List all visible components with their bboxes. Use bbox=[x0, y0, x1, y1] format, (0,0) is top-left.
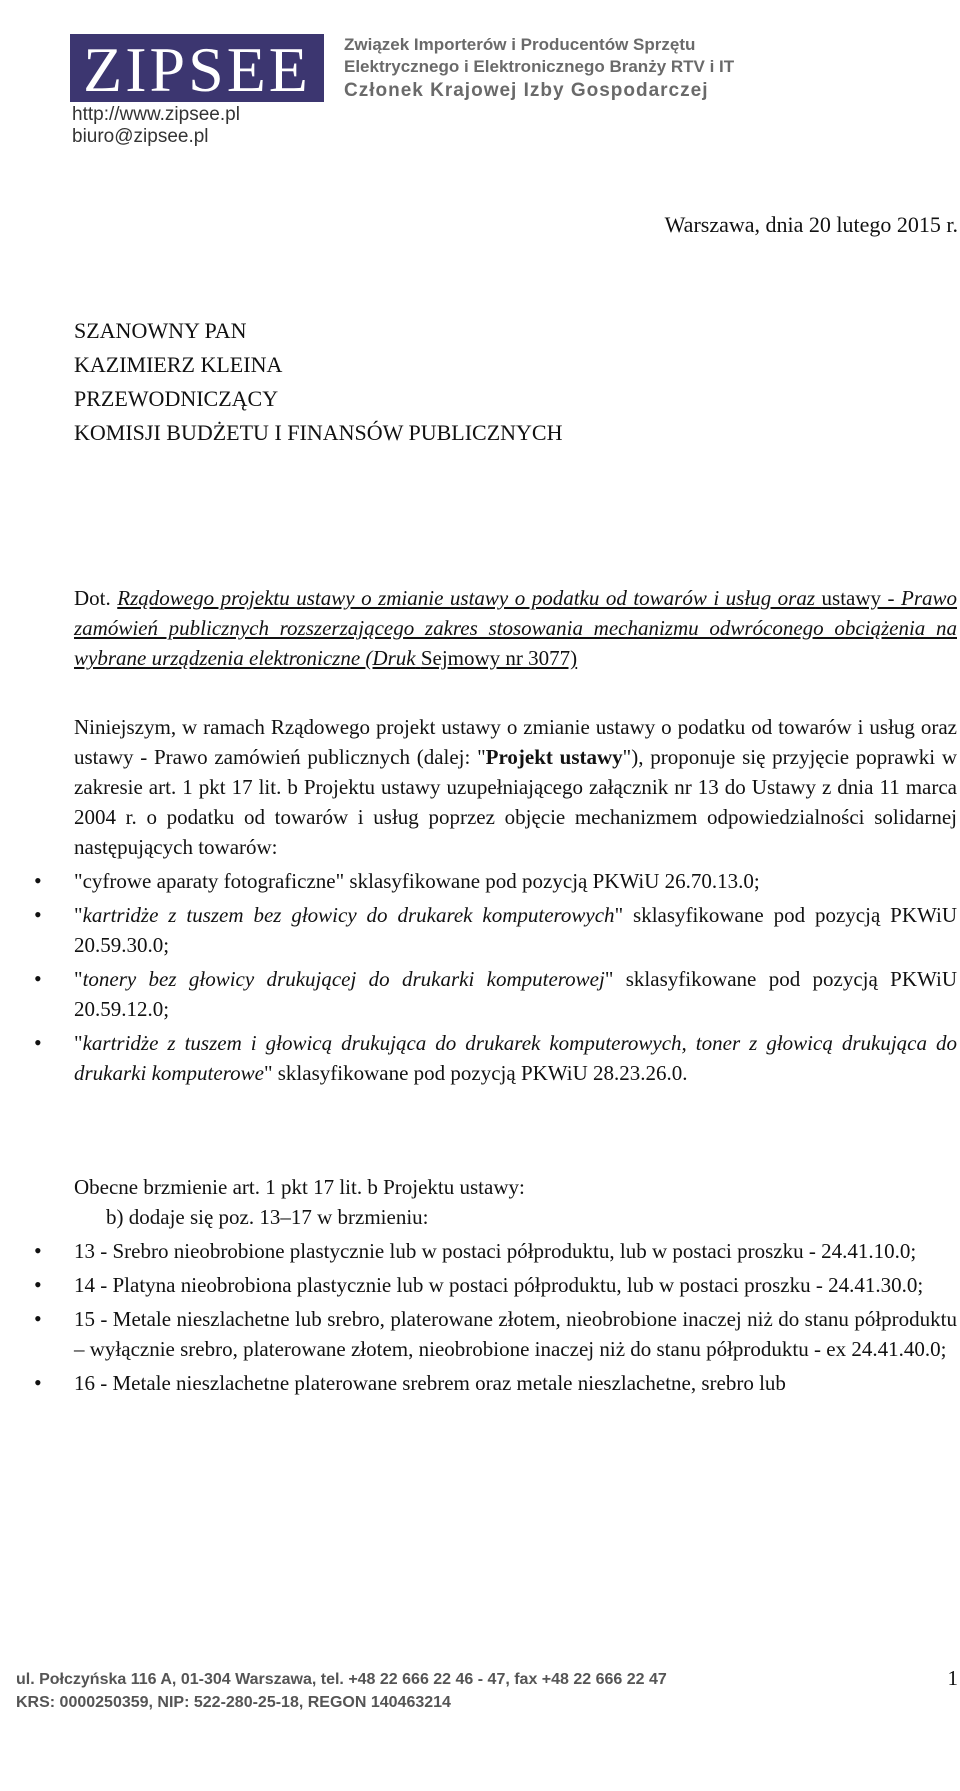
letter-body bbox=[74, 583, 957, 1402]
page-number: 1 bbox=[947, 1666, 958, 1690]
list-item: • 16 - Metale nieszlachetne platerowane srebrem oraz metale nieszlachetne, srebro lub bbox=[74, 1368, 957, 1398]
website-link[interactable]: http://www.zipsee.pl bbox=[72, 104, 240, 125]
recipient-line: PRZEWODNICZĄCY bbox=[74, 386, 279, 411]
subject-part-2: ustawy - bbox=[821, 586, 901, 610]
intro-bold-term: Projekt ustawy bbox=[485, 745, 623, 769]
place-and-date: Warszawa, dnia 20 lutego 2015 r. bbox=[664, 212, 958, 237]
org-name-line2: Elektrycznego i Elektronicznego Branży RTV i IT bbox=[344, 57, 735, 76]
footer-address-line: ul. Połczyńska 116 A, 01-304 Warszawa, tel. +48 22 666 22 46 - 47, fax +48 22 666 22 47 bbox=[16, 1671, 667, 1688]
goods-name: kartridże z tuszem i głowicą drukująca do drukarek komputerowych, toner z głowicą drukująca do drukarki komputerowe bbox=[74, 1031, 957, 1085]
goods-name: kartridże z tuszem bez głowicy do drukarek komputerowych bbox=[82, 903, 615, 927]
goods-classification: " sklasyfikowane pod pozycją PKWiU 20.59.12.0; bbox=[74, 967, 957, 1021]
subject-part-3: Prawo zamówień publicznych rozszerzającego zakres stosowania mechanizmu odwróconego obciążenia na wybrane urządzenia elektroniczne (Druk bbox=[74, 586, 958, 670]
list-item: • 13 - Srebro nieobrobione plastycznie lub w postaci półproduktu, lub w postaci proszku - 24.41.10.0; bbox=[74, 1236, 957, 1266]
goods-classification: " sklasyfikowane pod pozycją PKWiU 28.23.26.0. bbox=[263, 1061, 688, 1085]
list-item: • 15 - Metale nieszlachetne lub srebro, platerowane złotem, nieobrobione inaczej niż do stanu półproduktu – wyłącznie srebro, platerowane złotem, nieobrobione inaczej niż do stanu półproduktu - ex 24.41.40.0; bbox=[74, 1304, 957, 1364]
recipient-block bbox=[74, 314, 563, 450]
current-wording-section bbox=[74, 1172, 957, 1398]
quote-open: " bbox=[74, 869, 83, 893]
list-item bbox=[74, 866, 957, 896]
org-name-line1: Związek Importerów i Producentów Sprzętu bbox=[344, 35, 696, 54]
current-wording-heading: Obecne brzmienie art. 1 pkt 17 lit. b Projektu ustawy: bbox=[74, 1175, 525, 1199]
goods-name: cyfrowe aparaty fotograficzne bbox=[82, 869, 336, 893]
recipient-line: KAZIMIERZ KLEINA bbox=[74, 352, 283, 377]
intro-text-1: Niniejszym, w ramach Rządowego projekt ustawy o zmianie ustawy o podatku od towarów i usług oraz ustawy - Prawo zamówień publicznych (dalej: " bbox=[74, 715, 957, 769]
quote-open: " bbox=[74, 1031, 83, 1055]
current-wording-subheading: b) dodaje się poz. 13–17 w brzmieniu: bbox=[106, 1205, 429, 1229]
letterhead bbox=[70, 34, 930, 154]
organization-name bbox=[344, 34, 734, 104]
list-item: • 14 - Platyna nieobrobiona plastycznie lub w postaci półproduktu, lub w postaci proszku - 24.41.30.0; bbox=[74, 1270, 957, 1300]
goods-list bbox=[74, 866, 957, 1088]
email-link[interactable]: biuro@zipsee.pl bbox=[72, 126, 209, 147]
intro-paragraph bbox=[74, 712, 957, 862]
org-membership: Członek Krajowej Izby Gospodarczej bbox=[344, 80, 709, 101]
subject-label: Dot. bbox=[74, 586, 111, 610]
positions-list bbox=[74, 1236, 957, 1398]
list-item bbox=[74, 900, 957, 960]
goods-classification: " sklasyfikowane pod pozycją PKWiU 20.59.30.0; bbox=[74, 903, 957, 957]
contact-links bbox=[72, 104, 240, 148]
intro-text-2: "), proponuje się przyjęcie poprawki w zakresie art. 1 pkt 17 lit. b Projektu ustawy uzupełniającego załącznik nr 13 do Ustawy z dnia 11 marca 2004 r. o podatku od towarów i usług poprzez objęcie mechanizmem odpowiedzialności solidarnej następujących towarów: bbox=[74, 745, 958, 859]
goods-name: tonery bez głowicy drukującej do drukarki komputerowej bbox=[82, 967, 605, 991]
footer-registry-line: KRS: 0000250359, NIP: 522-280-25-18, REGON 140463214 bbox=[16, 1694, 451, 1711]
recipient-line: KOMISJI BUDŻETU I FINANSÓW PUBLICZNYCH bbox=[74, 420, 563, 445]
zipsee-logo bbox=[70, 34, 324, 105]
footer-address bbox=[16, 1668, 667, 1714]
subject-part-4: Sejmowy nr 3077) bbox=[420, 646, 578, 670]
quote-open: " bbox=[74, 903, 83, 927]
list-item bbox=[74, 964, 957, 1024]
list-item bbox=[74, 1028, 957, 1088]
goods-classification: " sklasyfikowane pod pozycją PKWiU 26.70.13.0; bbox=[335, 869, 760, 893]
subject-part-1: Rządowego projektu ustawy o zmianie ustawy o podatku od towarów i usług oraz bbox=[117, 586, 816, 610]
subject-text bbox=[74, 586, 957, 670]
quote-open: " bbox=[74, 967, 83, 991]
subject-line bbox=[74, 583, 957, 673]
logo-text: ZIPSEE bbox=[83, 34, 311, 105]
recipient-line: SZANOWNY PAN bbox=[74, 318, 247, 343]
